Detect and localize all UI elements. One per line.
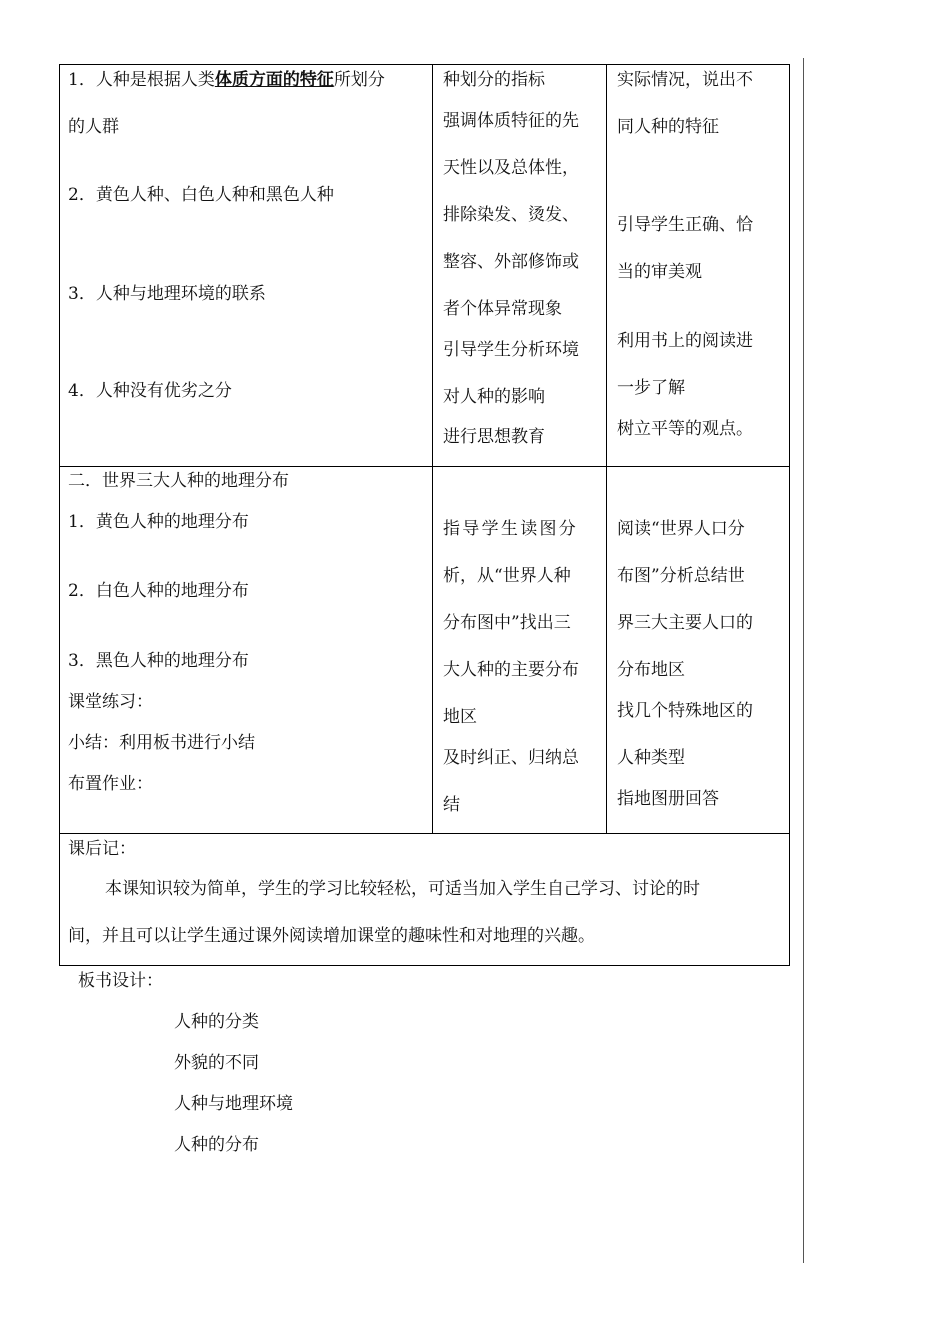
activity-line: 树立平等的观点。	[617, 419, 753, 439]
activity-line: 同人种的特征	[617, 117, 719, 137]
activity-line: 引导学生正确、恰	[617, 215, 753, 235]
activity-line: 利用书上的阅读进	[617, 331, 753, 351]
board-item: 外貌的不同	[174, 1053, 259, 1073]
section-heading: 二．世界三大人种的地理分布	[68, 471, 289, 491]
method-line: 及时纠正、归纳总	[443, 748, 579, 768]
method-line: 整容、外部修饰或	[443, 252, 579, 272]
content-point-1-emphasis: 体质方面的特征	[214, 70, 334, 90]
content-line: 课堂练习：	[68, 692, 153, 712]
board-item: 人种的分布	[174, 1135, 259, 1155]
content-point-1-suffix: 所划分	[333, 70, 385, 90]
activity-line: 界三大主要人口的	[617, 613, 753, 633]
column-divider-1	[432, 64, 433, 834]
method-line: 大人种的主要分布	[443, 660, 579, 680]
activity-line: 分布地区	[617, 660, 685, 680]
content-point-4: 4．人种没有优劣之分	[68, 381, 232, 401]
content-point-3: 3．人种与地理环境的联系	[68, 284, 266, 304]
method-line: 强调体质特征的先	[443, 111, 579, 131]
content-point-1-prefix: 1．人种是根据人类	[68, 70, 215, 90]
activity-line: 人种类型	[617, 748, 685, 768]
activity-line: 阅读“世界人口分	[617, 519, 745, 539]
content-line: 小结：利用板书进行小结	[68, 733, 255, 753]
method-line: 天性以及总体性，	[443, 158, 579, 178]
method-line: 析，从“世界人种	[443, 566, 571, 586]
board-item: 人种的分类	[174, 1012, 259, 1032]
content-point-1-line2: 的人群	[68, 117, 119, 137]
method-line: 种划分的指标	[443, 70, 545, 90]
notes-line-1: 本课知识较为简单，学生的学习比较轻松，可适当加入学生自己学习、讨论的时	[105, 879, 700, 899]
table-right-border	[789, 64, 790, 966]
content-line: 3．黑色人种的地理分布	[68, 651, 249, 671]
activity-line: 实际情况，说出不	[617, 70, 753, 90]
page-margin-line	[803, 58, 804, 1263]
notes-label: 课后记：	[68, 839, 136, 859]
notes-line-2: 间，并且可以让学生通过课外阅读增加课堂的趣味性和对地理的兴趣。	[68, 926, 595, 946]
board-label: 板书设计：	[78, 971, 163, 991]
column-divider-2	[606, 64, 607, 834]
method-line: 者个体异常现象	[443, 299, 562, 319]
activity-line: 指地图册回答	[617, 789, 719, 809]
method-line: 排除染发、烫发、	[443, 205, 579, 225]
method-line: 指导学生读图分	[443, 519, 579, 539]
table-bottom-border	[59, 965, 790, 966]
content-point-2: 2．黄色人种、白色人种和黑色人种	[68, 185, 334, 205]
activity-line: 布图”分析总结世	[617, 566, 745, 586]
row-divider-2	[59, 833, 790, 834]
activity-line: 一步了解	[617, 378, 685, 398]
activity-line: 找几个特殊地区的	[617, 701, 753, 721]
row-divider-1	[59, 466, 790, 467]
content-line: 1．黄色人种的地理分布	[68, 512, 249, 532]
method-line: 进行思想教育	[443, 427, 545, 447]
method-line: 地区	[443, 707, 477, 727]
content-line: 2．白色人种的地理分布	[68, 581, 249, 601]
table-top-border	[59, 64, 790, 65]
content-point-1	[68, 69, 385, 91]
board-item: 人种与地理环境	[174, 1094, 293, 1114]
method-line: 分布图中”找出三	[443, 613, 571, 633]
method-line: 对人种的影响	[443, 387, 545, 407]
method-line: 引导学生分析环境	[443, 340, 579, 360]
table-left-border	[59, 64, 60, 966]
method-line: 结	[443, 795, 460, 815]
activity-line: 当的审美观	[617, 262, 702, 282]
content-line: 布置作业：	[68, 774, 153, 794]
